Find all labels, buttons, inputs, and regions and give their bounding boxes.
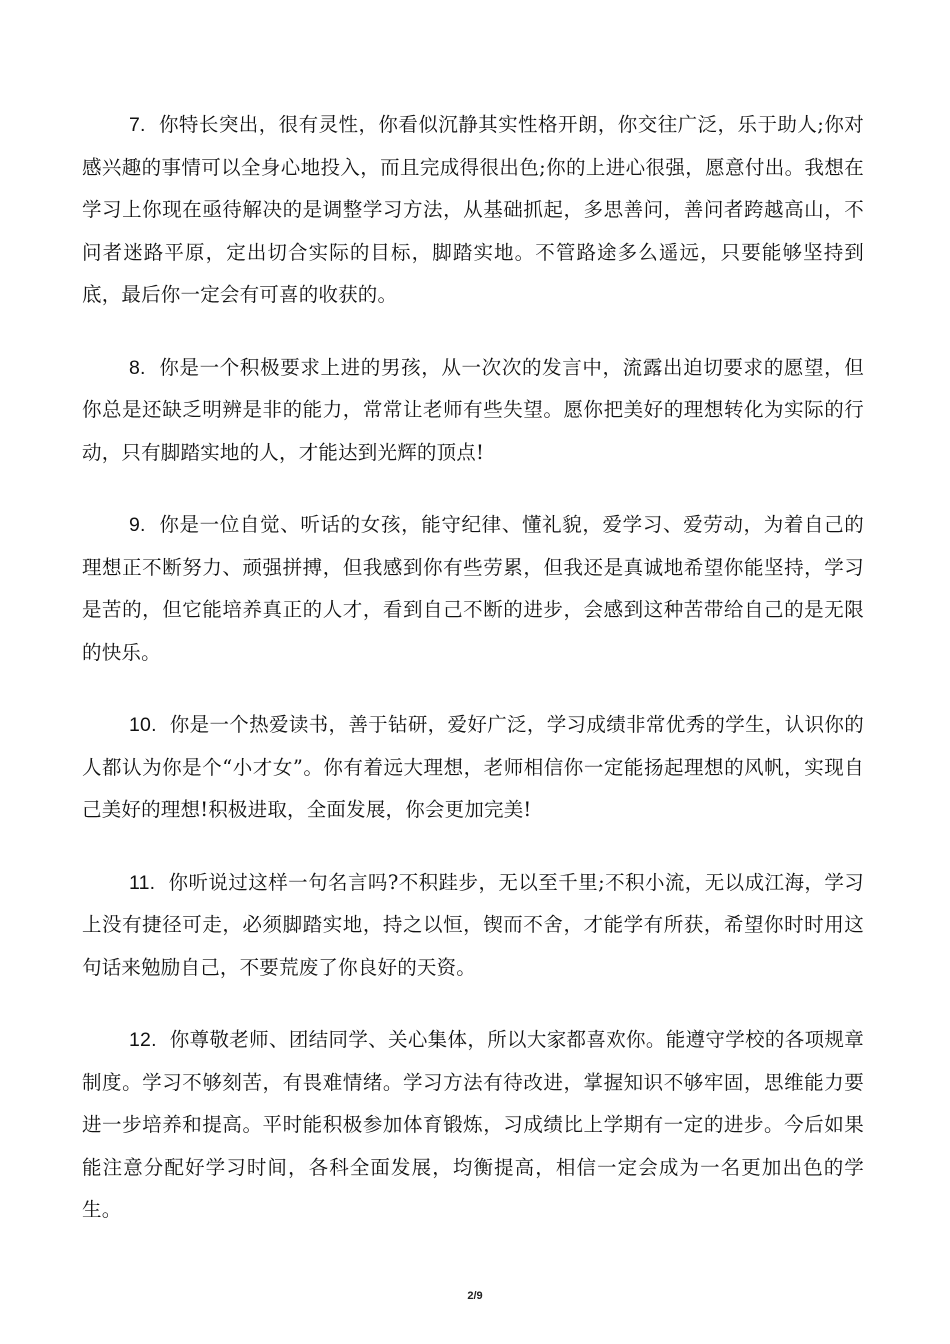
page-number: 2/9 [467, 1290, 483, 1302]
document-body [82, 104, 864, 1262]
paragraph-number: 8. [129, 356, 146, 379]
paragraph-number: 7. [129, 114, 146, 136]
paragraph-number: 12. [129, 1029, 157, 1051]
paragraph-text: 你尊敬老师、团结同学、关心集体，所以大家都喜欢你。能遵守学校的各项规章制度。学习不够刻苦，有畏难情绪。学习方法有待改进，掌握知识不够牢固，思维能力要进一步培养和提高。平时能积极参加体育锻炼，习成绩比上学期有一定的进步。今后如果能注意分配好学习时间，各科全面发展，均衡提高，相信一定会成为一名更加出色的学生。 [82, 1028, 864, 1221]
paragraph-8 [82, 347, 864, 475]
paragraph-10 [82, 704, 864, 832]
paragraph-text: 你听说过这样一句名言吗?不积跬步，无以至千里;不积小流，无以成江海，学习上没有捷径可走，必须脚踏实地，持之以恒，锲而不舍，才能学有所获，希望你时时用这句话来勉励自己，不要荒废了你良好的天资。 [82, 870, 864, 979]
paragraph-number: 9. [129, 514, 146, 536]
paragraph-text: 你特长突出，很有灵性，你看似沉静其实性格开朗，你交往广泛，乐于助人;你对感兴趣的事情可以全身心地投入，而且完成得很出色;你的上进心很强，愿意付出。我想在学习上你现在亟待解决的是调整学习方法，从基础抓起，多思善问，善问者跨越高山，不问者迷路平原，定出切合实际的目标，脚踏实地。不管路途多么遥远，只要能够坚持到底，最后你一定会有可喜的收获的。 [82, 113, 864, 306]
paragraph-number: 11. [129, 871, 156, 894]
paragraph-9 [82, 504, 864, 674]
paragraph-7 [82, 104, 864, 317]
paragraph-text: 你是一个热爱读书，善于钻研，爱好广泛，学习成绩非常优秀的学生，认识你的人都认为你是个“小才女”。你有着远大理想，老师相信你一定能扬起理想的风帆，实现自己美好的理想!积极进取，全面发展，你会更加完美! [82, 713, 864, 821]
paragraph-11 [82, 862, 864, 990]
paragraph-text: 你是一位自觉、听话的女孩，能守纪律、懂礼貌，爱学习、爱劳动，为着自己的理想正不断努力、顽强拼搏，但我感到你有些劳累，但我还是真诚地希望你能坚持，学习是苦的，但它能培养真正的人才，看到自己不断的进步，会感到这种苦带给自己的是无限的快乐。 [82, 513, 864, 664]
paragraph-12 [82, 1019, 864, 1232]
paragraph-text: 你是一个积极要求上进的男孩，从一次次的发言中，流露出迫切要求的愿望，但你总是还缺乏明辨是非的能力，常常让老师有些失望。愿你把美好的理想转化为实际的行动，只有脚踏实地的人，才能达到光辉的顶点! [82, 355, 864, 464]
paragraph-number: 10. [129, 714, 157, 736]
